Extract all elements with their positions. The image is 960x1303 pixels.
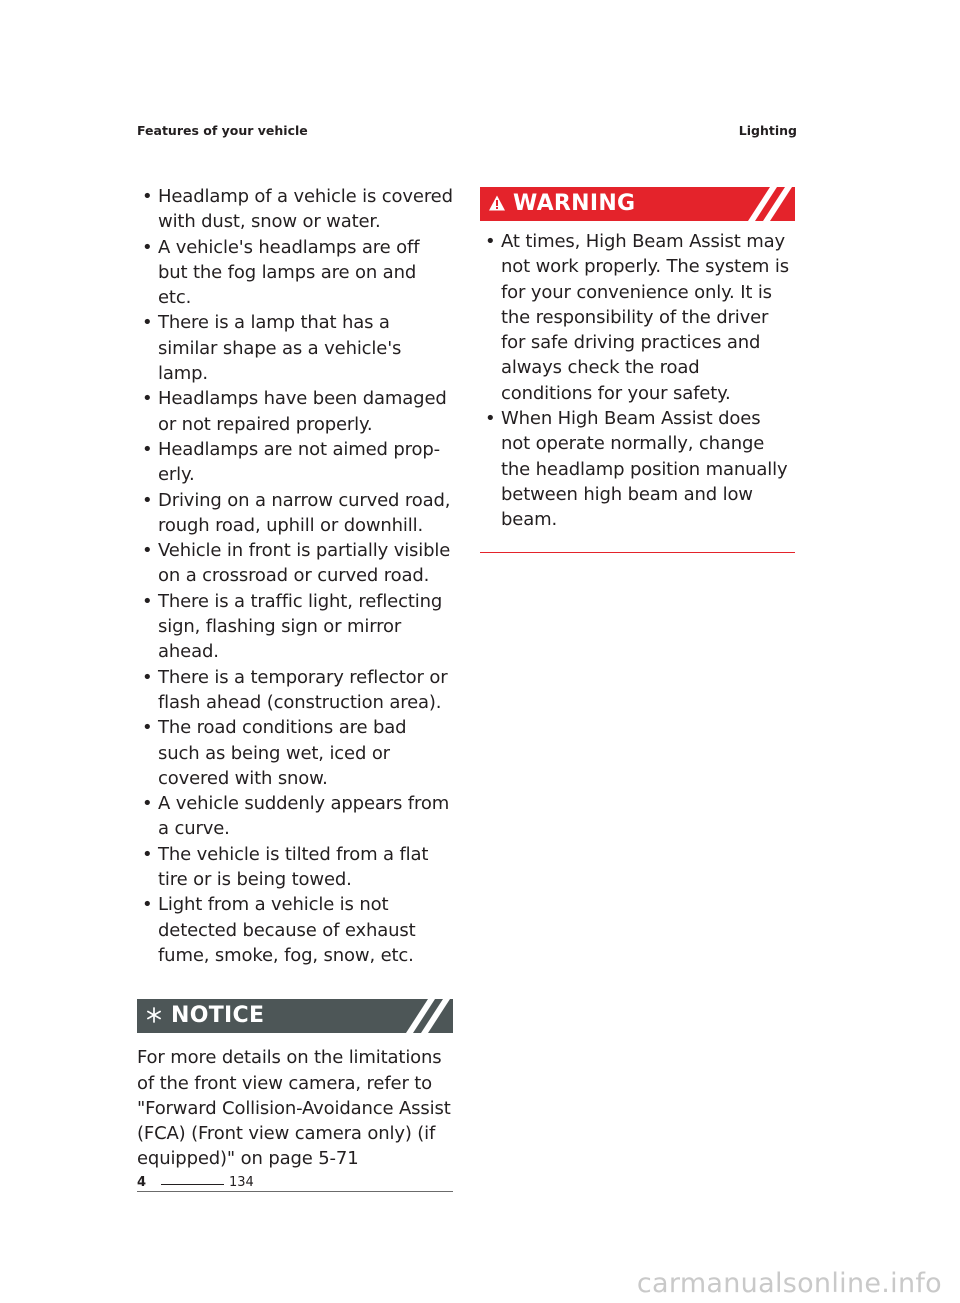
bullet-icon: • (142, 894, 153, 916)
warning-title: WARNING (513, 191, 636, 216)
notice-title: NOTICE (171, 1003, 265, 1029)
conditions-list (137, 184, 453, 968)
bullet-icon: • (142, 489, 153, 511)
bullet-icon: • (142, 388, 153, 410)
list-item (137, 791, 453, 842)
list-item-text: The vehicle is tilted from a flat tire or is being towed. (158, 843, 429, 891)
bullet-icon: • (142, 666, 153, 688)
warning-heading (480, 187, 795, 221)
bullet-icon: • (142, 236, 153, 258)
list-item-text: Headlamps have been damaged or not repaired properly. (158, 388, 447, 435)
bullet-icon: • (142, 590, 153, 612)
bullet-icon: • (142, 843, 153, 865)
right-column (480, 187, 795, 553)
warning-divider (480, 552, 795, 553)
page-header (137, 123, 797, 143)
warning-triangle-icon (488, 194, 506, 212)
list-item-text: There is a temporary reflector or flash ahead (construction area). (158, 666, 448, 713)
list-item-text: At times, High Beam Assist may not work properly. The system is for your convenience only. It is the responsibility of the driver for safe driving practices and always check the road conditions for your safety. (501, 231, 789, 404)
bullet-icon: • (142, 717, 153, 739)
diagonal-stripes-icon (747, 187, 795, 221)
bullet-icon: • (142, 312, 153, 334)
list-item (137, 892, 453, 968)
list-item (137, 437, 453, 488)
list-item (137, 589, 453, 665)
notice-heading (137, 999, 453, 1033)
list-item-text: A vehicle's headlamps are off but the fog lamps are on and etc. (158, 236, 420, 309)
list-item-text: Headlamp of a vehicle is covered with dust, snow or water. (158, 186, 453, 233)
list-item (137, 665, 453, 716)
section-title: Features of your vehicle (137, 123, 308, 138)
left-column (137, 184, 453, 1192)
list-item (137, 842, 453, 893)
list-item-text: There is a traffic light, reflecting sign, flashing sign or mirror ahead. (158, 590, 443, 663)
list-item-text: Driving on a narrow curved road, rough road, uphill or downhill. (158, 489, 451, 536)
bullet-icon: • (142, 540, 153, 562)
list-item-text: Vehicle in front is partially visible on a crossroad or curved road. (158, 540, 451, 587)
page-footer (137, 1175, 337, 1195)
footer-divider (161, 1184, 224, 1185)
list-item (480, 406, 795, 532)
diagonal-stripes-icon (405, 999, 453, 1033)
list-item (137, 538, 453, 589)
list-item (137, 386, 453, 437)
bullet-icon: • (142, 438, 153, 460)
bullet-icon: • (485, 408, 496, 430)
list-item-text: Headlamps are not aimed prop-erly. (158, 438, 440, 486)
list-item-text: The road conditions are bad such as being wet, iced or covered with snow. (158, 717, 407, 789)
list-item (137, 488, 453, 539)
chapter-number: 4 (137, 1175, 147, 1190)
list-item (137, 184, 453, 235)
bullet-icon: • (485, 231, 496, 252)
bullet-icon: • (142, 793, 153, 815)
warning-list (480, 229, 795, 533)
list-item (137, 715, 453, 791)
list-item (137, 310, 453, 386)
list-item (480, 229, 795, 406)
notice-text: For more details on the limitations of the front view camera, refer to "Forward Collision-Avoidance Assist (FCA) (Front view camera only) (if equipped)" on page 5-71 (137, 1047, 451, 1170)
page-number: 134 (229, 1175, 254, 1190)
list-item-text: Light from a vehicle is not detected because of exhaust fume, smoke, fog, snow, etc. (158, 894, 416, 966)
watermark: carmanualsonline.info (636, 1268, 942, 1299)
list-item-text: A vehicle suddenly appears from a curve. (158, 793, 450, 840)
asterisk-icon (145, 1006, 163, 1024)
list-item (137, 235, 453, 311)
topic-title: Lighting (738, 123, 797, 138)
list-item-text: There is a lamp that has a similar shape as a vehicle's lamp. (158, 312, 402, 385)
list-item-text: When High Beam Assist does not operate normally, change the headlamp position manually between high beam and low beam. (501, 408, 788, 531)
bullet-icon: • (142, 186, 153, 207)
